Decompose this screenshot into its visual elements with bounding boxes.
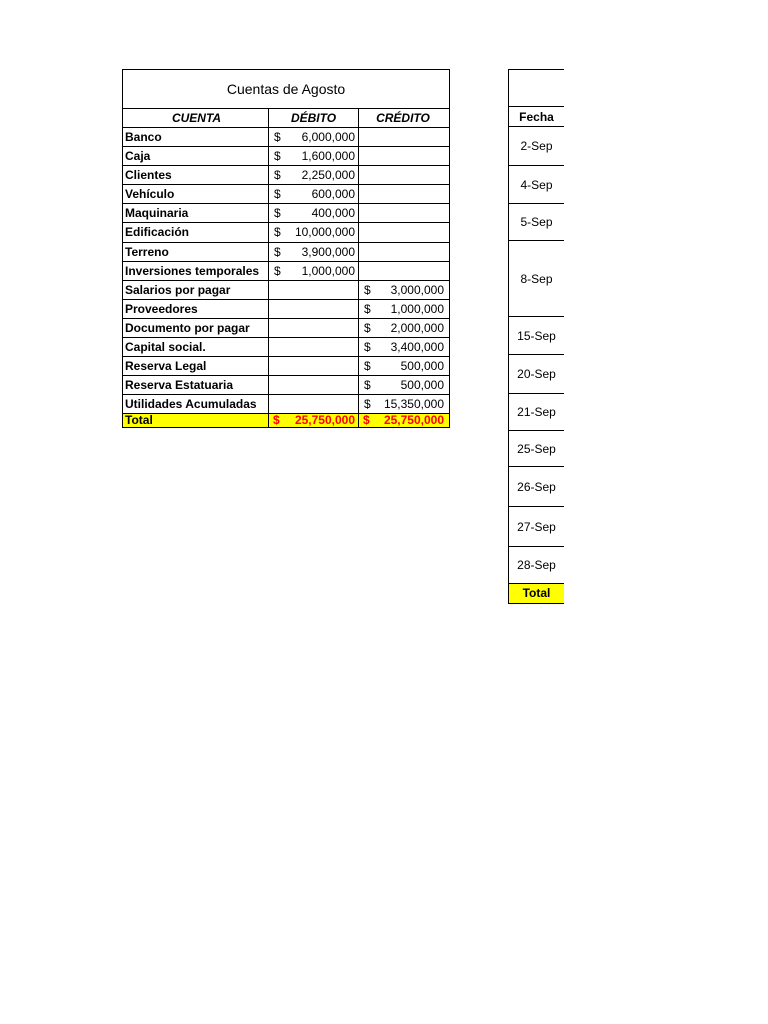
date-cell[interactable]: 27-Sep [508,507,564,547]
currency-symbol: $ [274,206,281,221]
dates-total-label[interactable]: Total [508,584,564,604]
currency-symbol: $ [364,359,371,374]
table-row [123,243,449,262]
date-cell[interactable]: 8-Sep [508,241,564,317]
credit-cell[interactable] [359,204,447,222]
header-debit[interactable]: DÉBITO [269,109,359,127]
debit-amount: 400,000 [311,206,355,221]
table-row [123,166,449,185]
credit-amount: 500,000 [400,359,444,374]
credit-cell[interactable] [359,395,447,413]
account-name[interactable]: Vehículo [123,185,269,203]
currency-symbol: $ [274,263,281,278]
debit-cell[interactable] [269,243,359,261]
credit-cell[interactable] [359,338,447,356]
total-credit-cell[interactable] [359,414,447,427]
currency-symbol: $ [363,413,370,428]
table-row [123,376,449,395]
currency-symbol: $ [364,320,371,335]
table-row [123,185,449,204]
currency-symbol: $ [364,378,371,393]
debit-cell[interactable] [269,166,359,184]
currency-symbol: $ [274,225,281,240]
date-cell[interactable]: 5-Sep [508,204,564,241]
table-row [123,204,449,223]
currency-symbol: $ [274,168,281,183]
credit-cell[interactable] [359,262,447,280]
account-rows [123,128,449,414]
credit-cell[interactable] [359,281,447,299]
account-name[interactable]: Terreno [123,243,269,261]
credit-cell[interactable] [359,376,447,394]
currency-symbol: $ [274,244,281,259]
debit-amount: 1,000,000 [301,263,355,278]
debit-cell[interactable] [269,185,359,203]
debit-cell[interactable] [269,223,359,241]
table-row [123,300,449,319]
account-name[interactable]: Clientes [123,166,269,184]
total-debit: 25,750,000 [294,413,355,428]
header-credit[interactable]: CRÉDITO [376,111,430,125]
table-row [123,281,449,300]
table-row [123,262,449,281]
header-account[interactable]: CUENTA [123,109,269,127]
table-row [123,223,449,242]
debit-cell[interactable] [269,357,359,375]
dates-title-cell[interactable] [508,69,564,107]
date-cell[interactable]: 21-Sep [508,394,564,431]
credit-cell[interactable] [359,357,447,375]
credit-cell[interactable] [359,243,447,261]
currency-symbol: $ [273,413,280,428]
table-row [123,357,449,376]
credit-amount: 15,350,000 [383,397,444,412]
credit-cell[interactable] [359,166,447,184]
currency-symbol: $ [364,340,371,355]
credit-cell[interactable] [359,300,447,318]
credit-amount: 500,000 [400,378,444,393]
table-row [123,319,449,338]
date-cell[interactable]: 4-Sep [508,166,564,204]
debit-cell[interactable] [269,319,359,337]
debit-cell[interactable] [269,338,359,356]
debit-amount: 2,250,000 [301,168,355,183]
debit-cell[interactable] [269,376,359,394]
total-credit: 25,750,000 [383,413,444,428]
account-name[interactable]: Edificación [123,223,269,241]
account-name[interactable]: Reserva Legal [123,357,269,375]
credit-cell[interactable] [359,185,447,203]
account-name[interactable]: Capital social. [123,338,269,356]
date-cell[interactable]: 26-Sep [508,467,564,507]
debit-amount: 3,900,000 [301,244,355,259]
debit-cell[interactable] [269,395,359,413]
debit-amount: 600,000 [311,187,355,202]
accounts-table [122,69,450,428]
currency-symbol: $ [274,130,281,144]
currency-symbol: $ [274,187,281,202]
account-name[interactable]: Documento por pagar [123,319,269,337]
credit-cell[interactable] [359,223,447,241]
credit-amount: 3,000,000 [390,282,444,297]
date-cell[interactable]: 20-Sep [508,355,564,394]
total-debit-cell[interactable] [269,414,359,427]
table-title: Cuentas de Agosto [123,70,449,109]
table-row [123,395,449,414]
credit-amount: 2,000,000 [390,320,444,335]
debit-amount: 6,000,000 [301,130,355,144]
account-name[interactable]: Banco [123,128,269,146]
debit-cell[interactable] [269,262,359,280]
date-rows [508,127,564,584]
debit-cell[interactable] [269,147,359,165]
debit-cell[interactable] [269,128,359,146]
currency-symbol: $ [364,282,371,297]
table-row [123,128,449,147]
total-label[interactable]: Total [123,414,269,427]
account-name[interactable]: Reserva Estatuaria [123,376,269,394]
currency-symbol: $ [364,301,371,316]
currency-symbol: $ [364,397,371,412]
credit-cell[interactable] [359,319,447,337]
date-cell[interactable]: 25-Sep [508,431,564,467]
credit-cell[interactable] [359,147,447,165]
date-cell[interactable]: 2-Sep [508,127,564,166]
dates-header[interactable]: Fecha [508,107,564,127]
total-row [123,414,449,427]
dates-table [508,69,564,604]
account-name[interactable]: Proveedores [123,300,269,318]
debit-cell[interactable] [269,281,359,299]
date-cell[interactable]: 15-Sep [508,317,564,355]
account-name[interactable]: Salarios por pagar [123,281,269,299]
date-cell[interactable]: 28-Sep [508,547,564,584]
currency-symbol: $ [274,149,281,164]
account-name[interactable]: Utilidades Acumuladas [123,395,269,413]
table-row [123,338,449,357]
debit-cell[interactable] [269,204,359,222]
debit-amount: 1,600,000 [301,149,355,164]
debit-cell[interactable] [269,300,359,318]
credit-amount: 1,000,000 [390,301,444,316]
table-row [123,147,449,166]
credit-amount: 3,400,000 [390,340,444,355]
header-row [123,109,449,128]
debit-amount: 10,000,000 [294,225,355,240]
account-name[interactable]: Caja [123,147,269,165]
credit-cell[interactable] [359,128,447,146]
account-name[interactable]: Maquinaria [123,204,269,222]
account-name[interactable]: Inversiones temporales [123,262,269,280]
